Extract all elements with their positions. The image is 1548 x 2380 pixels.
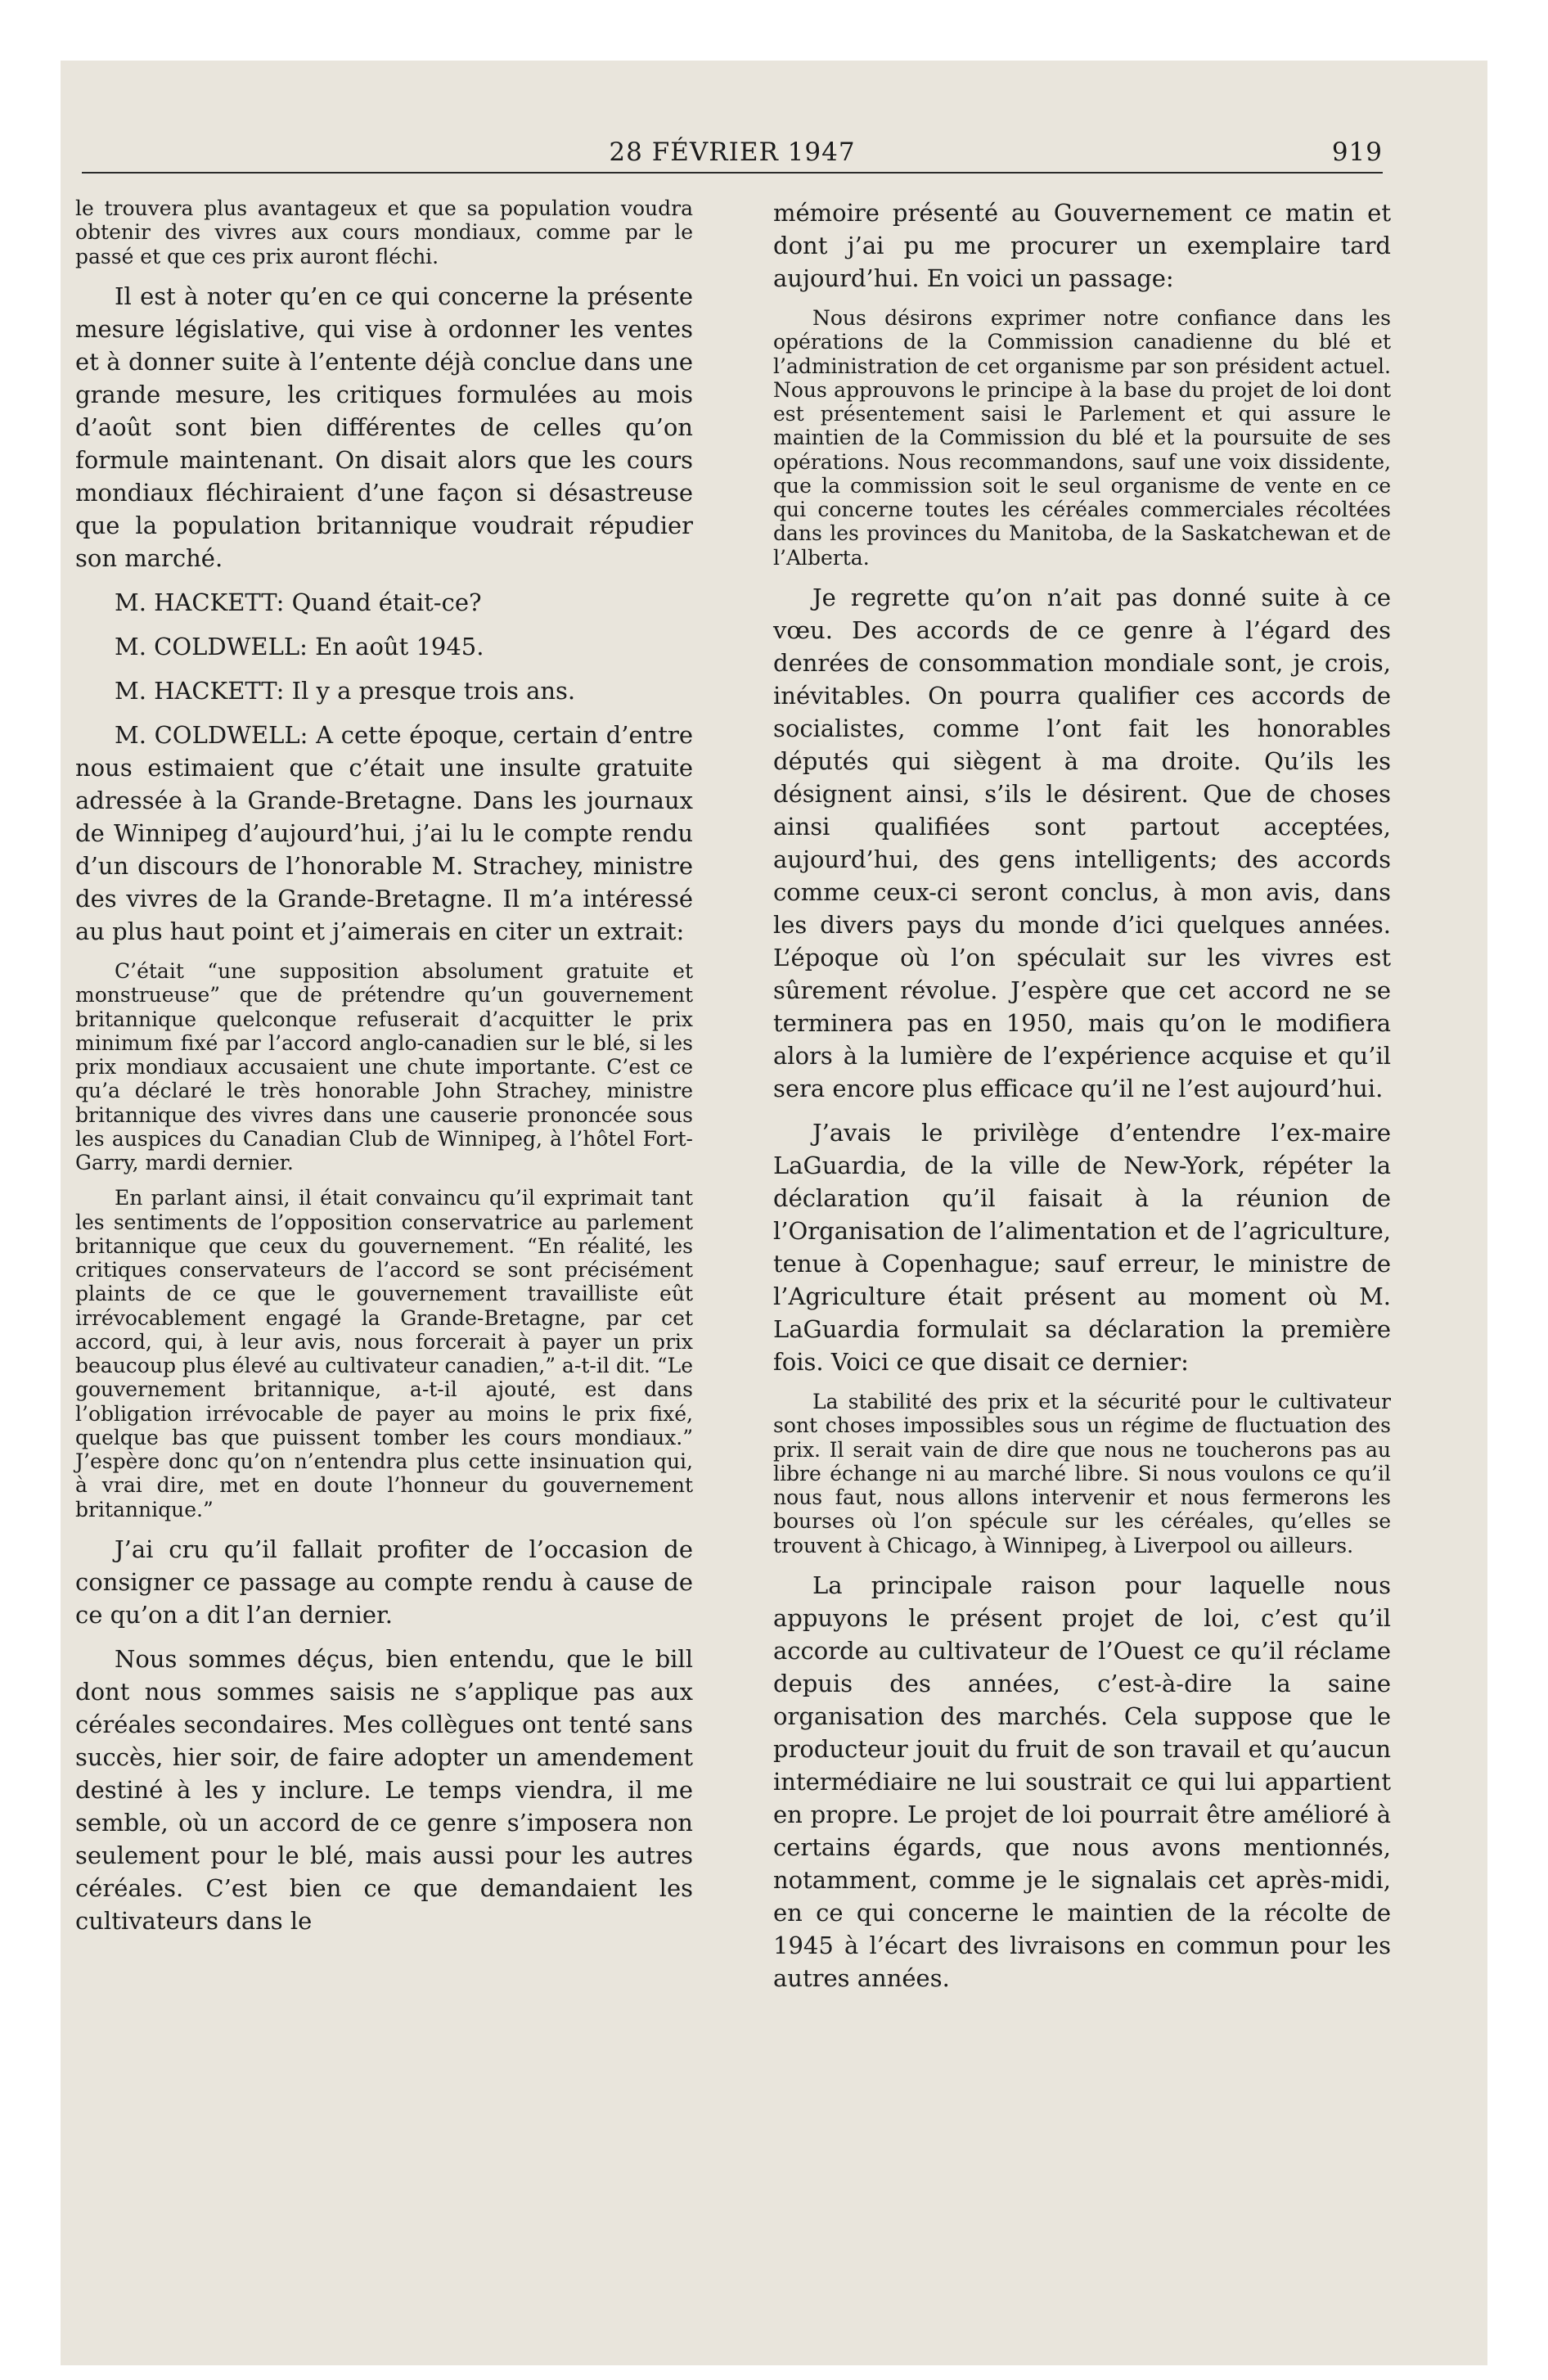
header-rule	[82, 172, 1383, 174]
speaker-line: M. COLDWELL: En août 1945.	[115, 632, 484, 660]
paragraph: mémoire présenté au Gouvernement ce matin et dont j’ai pu me procurer un exemplaire tard aujourd’hui. En voici un passage:	[773, 199, 1391, 293]
paragraph: Il est à noter qu’en ce qui concerne la présente mesure législative, qui vise à ordonner les ventes et à donner suite à l’entente déjà conclue dans une grande mesure, les critiques formulées au mois d’août sont bien différentes de celles qu’on formule maintenant. On disait alors que les cours mondiaux fléchiraient d’une façon si désastreuse que la population britannique voudrait répudier son marché.	[75, 282, 693, 572]
left-column	[75, 196, 693, 1949]
page-number: 919	[1331, 137, 1383, 167]
paragraph: J’ai cru qu’il fallait profiter de l’occasion de consigner ce passage au compte rendu à cause de ce qu’on a dit l’an dernier.	[75, 1535, 693, 1629]
paragraph: Je regrette qu’on n’ait pas donné suite à ce vœu. Des accords de ce genre à l’égard des denrées de consommation mondiale sont, je crois, inévitables. On pourra qualifier ces accords de socialistes, comme l’ont fait les honorables députés qui siègent à ma droite. Qu’ils les désignent ainsi, s’ils le désirent. Que de choses ainsi qualifiées sont partout acceptées, aujourd’hui, des gens intelligents; des accords comme ceux-ci seront conclus, à mon avis, dans les divers pays du monde d’ici quelques années. L’époque où l’on spéculait sur les vivres est sûrement révolue. J’espère que cet accord ne se terminera pas en 1950, mais qu’on le modifiera alors à la lumière de l’expérience acquise et qu’il sera encore plus efficace qu’il ne l’est aujourd’hui.	[773, 583, 1391, 1103]
header-date: 28 FÉVRIER 1947	[609, 137, 856, 167]
quoted-extract: En parlant ainsi, il était convaincu qu’il exprimait tant les sentiments de l’opposition conservatrice au parlement britannique que ceux du gouvernement. “En réalité, les critiques conservateurs de l’accord se sont précisément plaints de ce que le gouvernement travailliste eût irrévocablement engagé la Grande-Bretagne, par cet accord, qui, à leur avis, nous forcerait à payer un prix beaucoup plus élevé au cultivateur canadien,” a-t-il dit. “Le gouvernement britannique, a-t-il ajouté, est dans l’obligation irrévocable de payer au moins le prix fixé, quelque bas que puissent tomber les cours mondiaux.” J’espère donc qu’on n’entendra plus cette insinuation qui, à vrai dire, met en doute l’honneur du gouvernement britannique.”	[75, 1186, 693, 1521]
paragraph: M. COLDWELL: A cette époque, certain d’entre nous estimaient que c’était une insulte gratuite adressée à la Grande-Bretagne. Dans les journaux de Winnipeg d’aujourd’hui, j’ai lu le compte rendu d’un discours de l’honorable M. Strachey, ministre des vivres de la Grande-Bretagne. Il m’a intéressé au plus haut point et j’aimerais en citer un extrait:	[75, 720, 693, 946]
paragraph: J’avais le privilège d’entendre l’ex-maire LaGuardia, de la ville de New-York, répéter la déclaration qu’il faisait à la réunion de l’Organisation de l’alimentation et de l’agriculture, tenue à Copenhague; sauf erreur, le ministre de l’Agriculture était présent au moment où M. LaGuardia formulait sa déclaration la première fois. Voici ce que disait ce dernier:	[773, 1119, 1391, 1377]
right-column	[773, 196, 1391, 2006]
paragraph: Nous sommes déçus, bien entendu, que le bill dont nous sommes saisis ne s’applique pas aux céréales secondaires. Mes collègues ont tenté sans succès, hier soir, de faire adopter un amendement destiné à les y inclure. Le temps viendra, il me semble, où un accord de ce genre s’imposera non seulement pour le blé, mais aussi pour les autres céréales. C’est bien ce que demandaient les cultivateurs dans le	[75, 1644, 693, 1935]
quoted-extract: C’était “une supposition absolument gratuite et monstrueuse” que de prétendre qu’un gouvernement britannique quelconque refuserait d’acquitter le prix minimum fixé par l’accord anglo-canadien sur le blé, si les prix mondiaux accusaient une chute importante. C’est ce qu’a déclaré le très honorable John Strachey, ministre britannique des vivres dans une causerie prononcée sous les auspices du Canadian Club de Winnipeg, à l’hôtel Fort-Garry, mardi dernier.	[75, 959, 693, 1175]
speaker-line: M. HACKETT: Quand était-ce?	[115, 588, 482, 616]
paragraph: La principale raison pour laquelle nous appuyons le présent projet de loi, c’est qu’il accorde au cultivateur de l’Ouest ce qu’il réclame depuis des années, c’est-à-dire la saine organisation des marchés. Cela suppose que le producteur jouit du fruit de son travail et qu’aucun intermédiaire ne lui soustrait ce qui lui appartient en propre. Le projet de loi pourrait être amélioré à certains égards, que nous avons mentionnés, notamment, comme je le signalais cet après-midi, en ce qui concerne le maintien de la récolte de 1945 à l’écart des livraisons en commun pour les autres années.	[773, 1571, 1391, 1993]
page-header	[82, 131, 1383, 172]
quoted-extract: La stabilité des prix et la sécurité pour le cultivateur sont choses impossibles sous un régime de fluctuation des prix. Il serait vain de dire que nous ne toucherons pas au libre échange ni au marché libre. Si nous voulons ce qu’il nous faut, nous allons intervenir et nous fermerons les bourses où l’on spécule sur les céréales, qu’elles se trouvent à Chicago, à Winnipeg, à Liverpool ou ailleurs.	[773, 1390, 1391, 1557]
quoted-extract: Nous désirons exprimer notre confiance dans les opérations de la Commission canadienne du blé et l’administration de cet organisme par son président actuel. Nous approuvons le principe à la base du projet de loi dont est présentement saisi le Parlement et qui assure le maintien de la Commission du blé et la poursuite de ses opérations. Nous recommandons, sauf une voix dissidente, que la commission soit le seul organisme de vente en ce qui concerne toutes les céréales commerciales récoltées dans les provinces du Manitoba, de la Saskatchewan et de l’Alberta.	[773, 306, 1391, 570]
speaker-line: M. HACKETT: Il y a presque trois ans.	[115, 676, 576, 705]
paragraph: le trouvera plus avantageux et que sa population voudra obtenir des vivres aux cours mondiaux, comme par le passé et que ces prix auront fléchi.	[75, 196, 693, 268]
